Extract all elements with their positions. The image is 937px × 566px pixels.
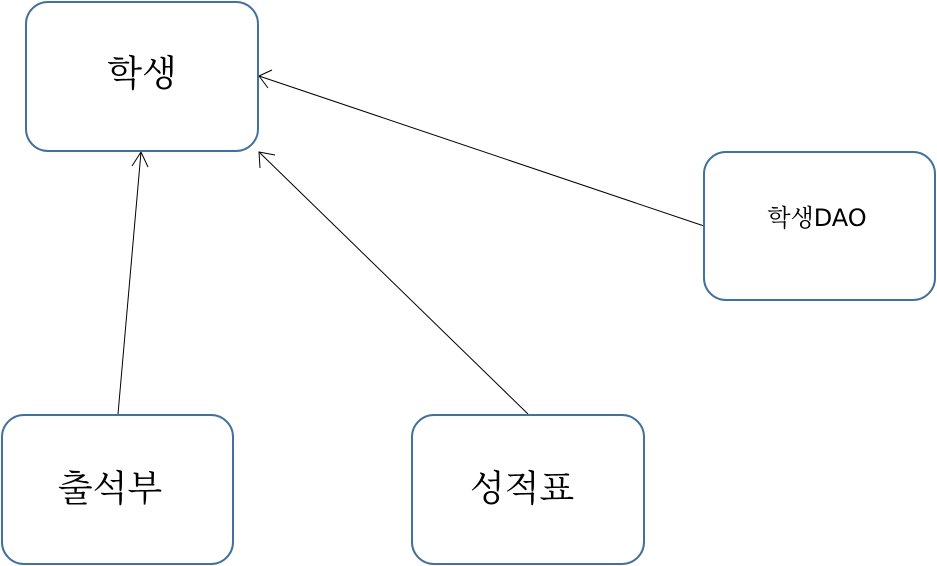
edge-line	[259, 76, 704, 226]
node-grade-report[interactable]	[412, 415, 644, 564]
arrowhead-icon	[259, 70, 272, 88]
edge-line	[259, 152, 528, 414]
edge-attendance-to-student	[118, 152, 148, 414]
node-attendance-label: 출석부	[57, 468, 163, 510]
node-student[interactable]	[26, 2, 258, 151]
edge-studentdao-to-student	[259, 70, 704, 226]
edge-line	[118, 152, 141, 414]
node-student-dao-label: 학생DAO	[767, 204, 867, 232]
node-grade-report-label: 성적표	[469, 468, 575, 510]
node-student-label: 학생	[107, 53, 177, 95]
edge-gradereport-to-student	[259, 152, 528, 414]
node-student-dao[interactable]	[704, 152, 935, 300]
node-attendance[interactable]	[2, 415, 233, 564]
